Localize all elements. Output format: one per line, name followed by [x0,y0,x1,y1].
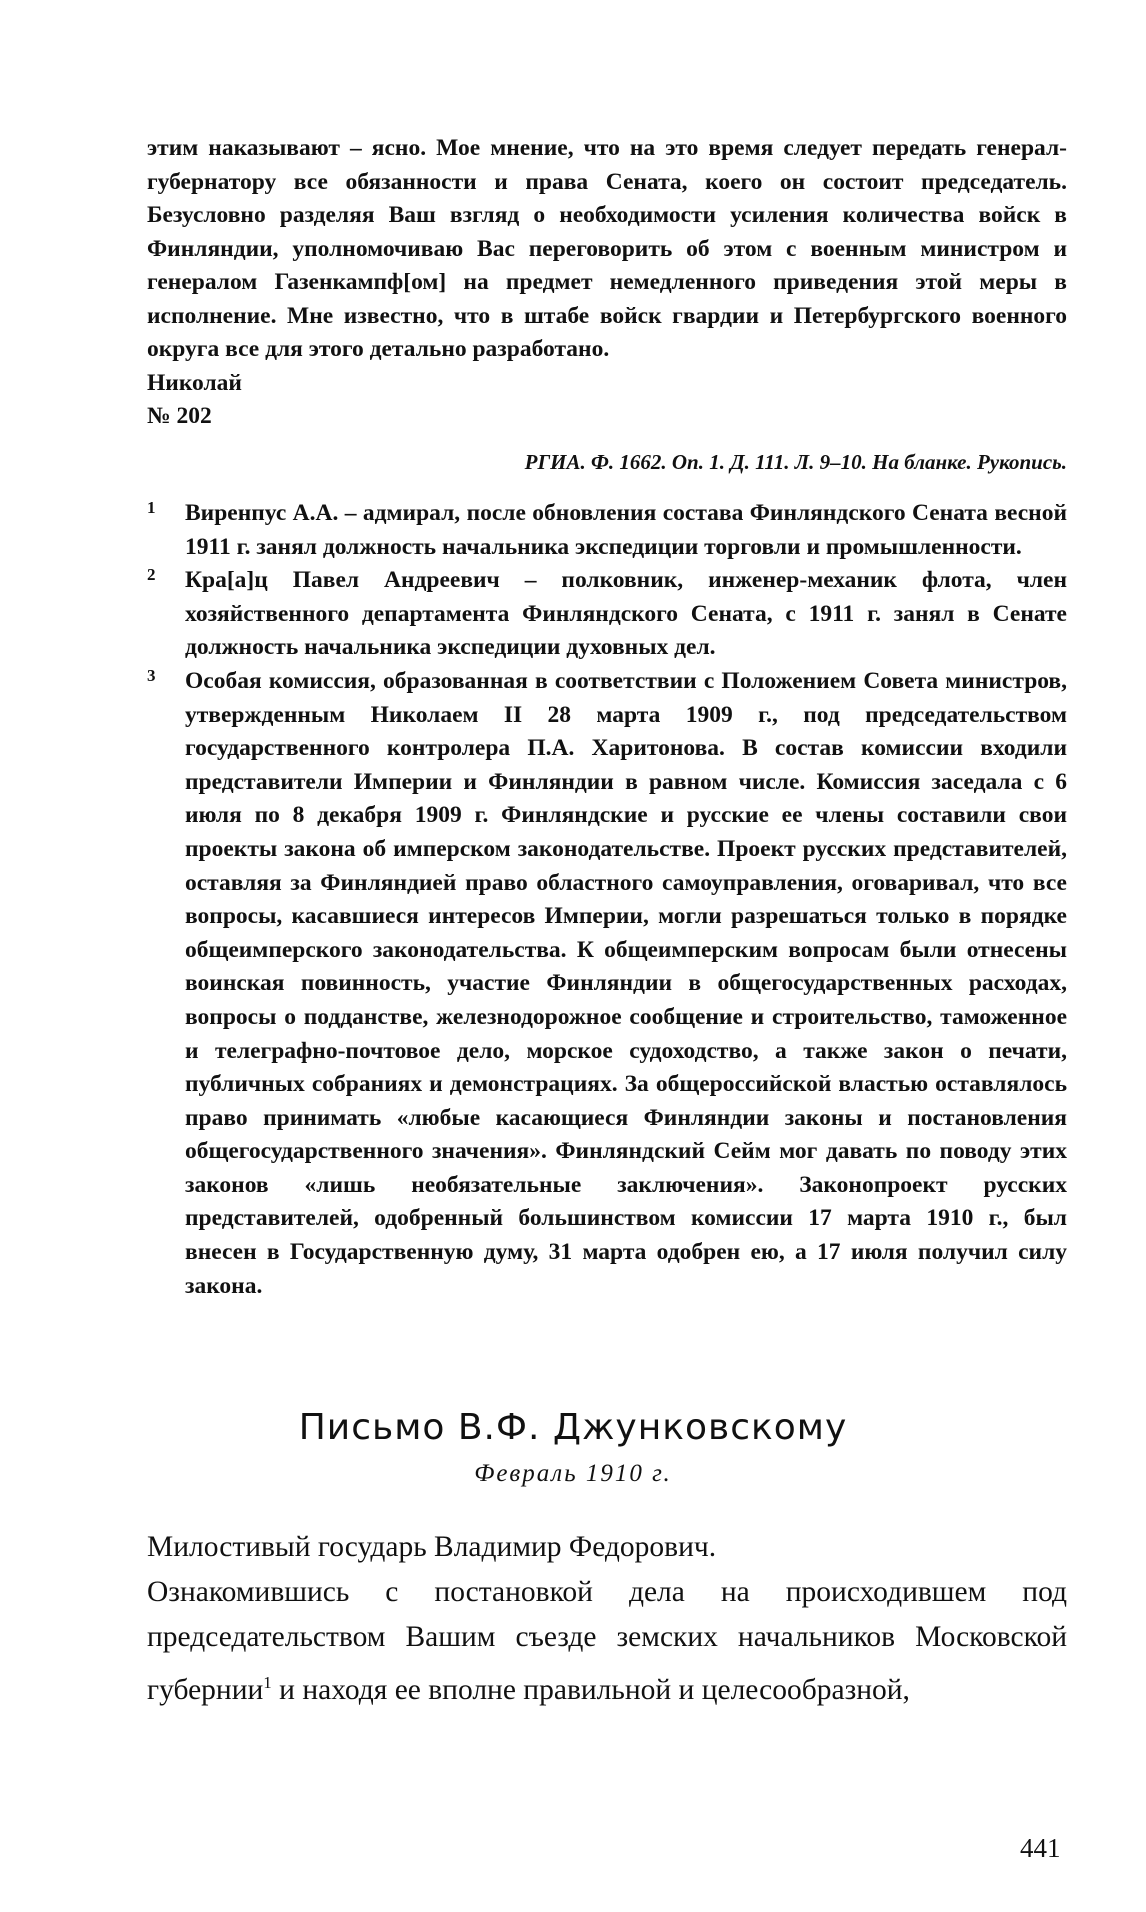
footnote-mark: 3 [147,665,156,685]
page-number: 441 [1020,1833,1061,1863]
paragraph-text-end: и находя ее вполне правильной и целесообразной, [271,1673,910,1706]
footnote-person-name: Кра[а]ц [185,567,268,594]
footnote-2 [147,564,1067,665]
footnote-mark: 2 [147,565,156,585]
footnote-person-name: Виренпус [185,500,287,526]
footnote-text: Павел Андреевич – полковник, инженер-механик флота, член хозяйственного департамента Финляндского Сената, с 1911 г. занял в Сенате должность начальника экспедиции духовных дел. [185,567,1067,661]
footnotes [147,497,1067,1303]
footnote-3 [147,665,1067,1303]
letter-continuation [147,132,1067,479]
section-title: Письмо В.Ф. Джунковскому [298,1407,848,1448]
paragraph-text-start: Ознакомившись с постановкой дела на происходившем под председательством Вашим съезде земских начальников Московской губернии [147,1576,1067,1706]
document-number: № 202 [147,403,212,429]
letter-body [147,1525,1067,1713]
footnote-reference: 1 [263,1673,272,1692]
footnote-text: А.А. – адмирал, после обновления состава Финляндского Сената весной 1911 г. занял должность начальника экспедиции торговли и промышленности. [185,500,1067,560]
letter-text: этим наказывают – ясно. Мое мнение, что на это время следует передать генерал-губернатору все обязанности и права Сената, коего он состоит председатель. Безусловно разделяя Ваш взгляд о необходимости усиления количества войск в Финляндии, уполномочиваю Вас переговорить об этом с военным министром и генералом Газенкампф[ом] на предмет немедленного приведения этой меры в исполнение. Мне известно, что в штабе войск гвардии и Петербургского военного округа все для этого детально разработано. [147,135,1067,362]
archive-reference: РГИА. Ф. 1662. Оп. 1. Д. 111. Л. 9–10. На бланке. Рукопись. [524,449,1067,474]
footnote-mark: 1 [147,498,156,517]
section-date: Февраль 1910 г. [474,1460,672,1487]
footnote-1 [147,497,1067,564]
salutation: Милостивый государь Владимир Федорович. [147,1531,717,1563]
letter-signature: Николай [147,369,242,396]
body-paragraph [147,1570,1067,1713]
footnote-text: Особая комиссия, образованная в соответствии с Положением Совета министров, утвержденным Николаем II 28 марта 1909 г., под председательством государственного контролера П.А. Харитонова. В состав комиссии входили представители Империи и Финляндии в равном числе. Комиссия заседала с 6 июля по 8 декабря 1909 г. Финляндские и русские ее члены составили свои проекты закона об имперском законодательстве. Проект русских представителей, оставляя за Финляндией право областного самоуправления, оговаривал, что все вопросы, касавшиеся интересов Империи, могли разрешаться только в порядке общеимперского законодательства. К общеимперским вопросам были отнесены воинская повинность, участие Финляндии в общегосударственных расходах, вопросы о подданстве, железнодорожное сообщение и строительство, таможенное и телеграфно-почтовое дело, морское судоходство, а также закон о печати, публичных собраниях и демонстрациях. За общероссийской властью оставлялось право принимать «любые касающиеся Финляндии законы и постановления общегосударственного значения». Финляндский Сейм мог давать по поводу этих законов «лишь необязательные заключения». Законопроект русских представителей, одобренный большинством комиссии 17 марта 1910 г., был внесен в Государственную думу, 31 марта одобрен ею, а 17 июля получил силу закона. [185,667,1067,1299]
